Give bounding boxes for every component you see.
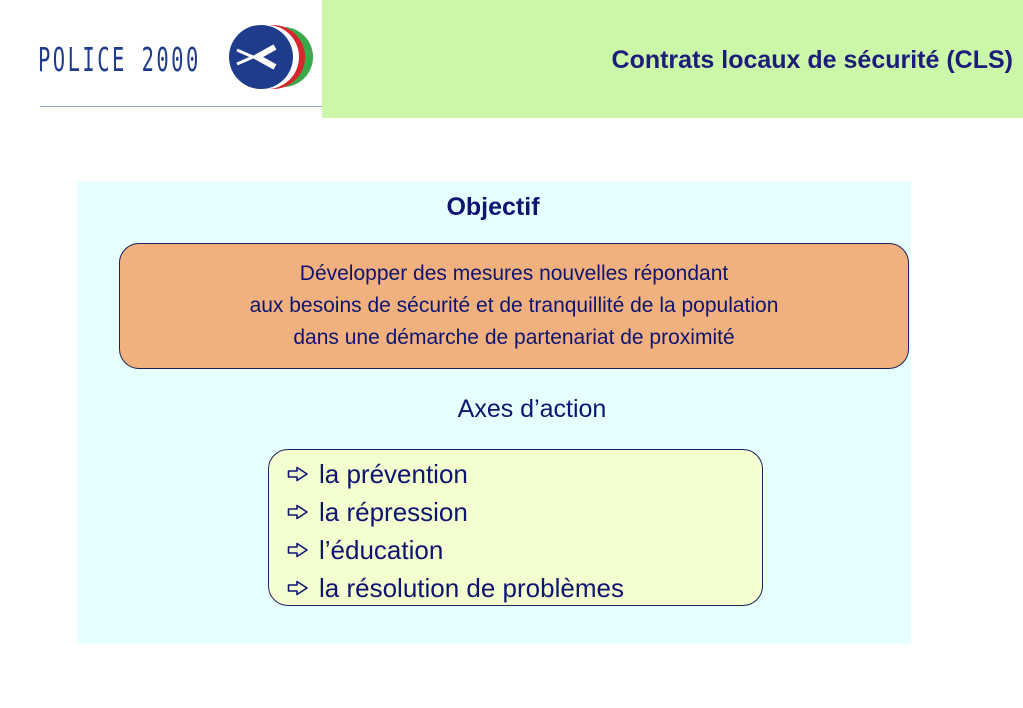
right-arrow-icon [287,466,319,482]
slide-title: Contrats locaux de sécurité (CLS) [611,46,1013,74]
objective-line: aux besoins de sécurité et de tranquillité de la population [249,294,779,317]
right-arrow-icon [287,542,319,558]
police-logo-icon [223,20,315,94]
list-item [287,531,762,569]
logo-text: POLICE 2000 [38,40,201,79]
title-band [322,0,1023,118]
axes-item-label: l’éducation [319,534,444,565]
objective-box [119,243,909,369]
list-item [287,569,762,607]
axes-heading: Axes d’action [457,395,607,423]
objective-line: dans une démarche de partenariat de proximité [293,326,735,349]
axes-item-label: la prévention [319,458,468,489]
objective-line: Développer des mesures nouvelles répondant [299,262,729,285]
right-arrow-icon [287,580,319,596]
axes-item-label: la résolution de problèmes [319,572,624,603]
axes-box [268,449,763,606]
axes-item-label: la répression [319,496,468,527]
objective-heading: Objectif [446,193,540,221]
list-item [287,493,762,531]
header-divider [40,106,322,107]
right-arrow-icon [287,504,319,520]
list-item [287,455,762,493]
